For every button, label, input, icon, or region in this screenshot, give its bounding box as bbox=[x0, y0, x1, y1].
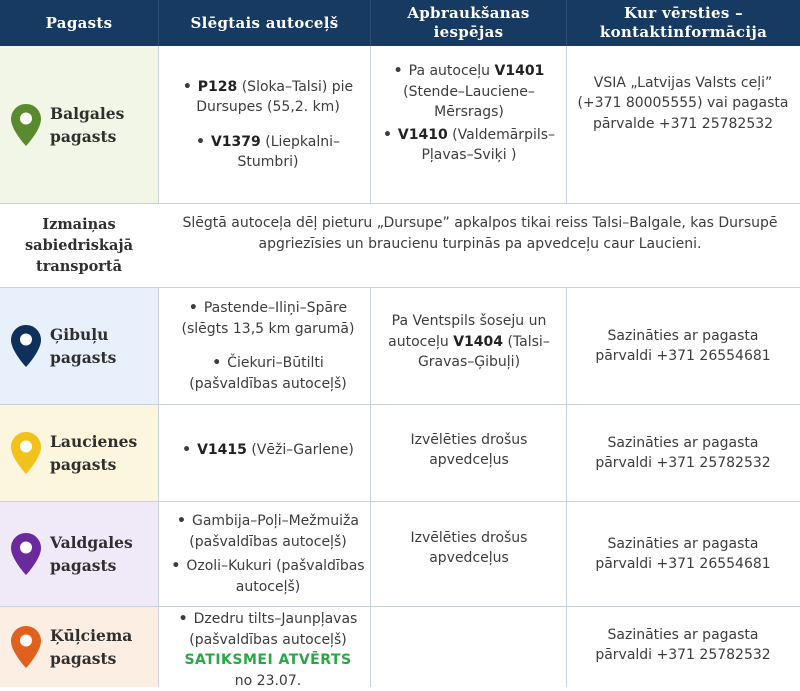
contact-text: VSIA „Latvijas Valsts ceļi” (+371 80005555) vai pagasta pārvalde +371 25782532 bbox=[572, 73, 794, 135]
col-divider bbox=[566, 46, 567, 203]
location-pin-icon bbox=[10, 324, 42, 368]
col-divider bbox=[370, 287, 371, 687]
location-pin-icon bbox=[10, 625, 42, 669]
valdgale-contact bbox=[572, 502, 794, 606]
location-pin-icon bbox=[10, 532, 42, 576]
col-divider bbox=[370, 0, 371, 46]
road-open-date: no 23.07. bbox=[235, 671, 301, 691]
lauciene-contact bbox=[572, 405, 794, 501]
list-item: • V1410 (Valdemārpils–Pļavas–Sviķi ) bbox=[376, 125, 562, 166]
header-col-parish: Pagasts bbox=[0, 0, 158, 46]
parish-valdgale bbox=[0, 502, 158, 606]
lauciene-detour: Izvēlēties drošus apvedceļus bbox=[376, 405, 562, 501]
parish-name: Laucienes pagasts bbox=[50, 430, 158, 476]
location-pin-icon bbox=[10, 103, 42, 147]
list-item: • V1379 (Liepkalni–Stumbri) bbox=[170, 132, 366, 173]
road-open-label: SATIKSMEI ATVĒRTS bbox=[184, 650, 351, 671]
lauciene-closed-roads bbox=[170, 405, 366, 501]
col-divider bbox=[566, 287, 567, 687]
col-divider bbox=[370, 46, 371, 203]
list-item: • V1415 (Vēži–Garlene) bbox=[170, 440, 366, 461]
col-divider bbox=[158, 0, 159, 46]
contact-text: Sazināties ar pagasta pārvaldi +371 26554681 bbox=[572, 534, 794, 575]
kulciems-closed-roads bbox=[166, 607, 370, 689]
balgale-contact bbox=[572, 46, 794, 203]
balgale-detour bbox=[376, 46, 562, 203]
col-divider bbox=[566, 0, 567, 46]
gibuli-contact bbox=[572, 288, 794, 404]
list-item: • P128 (Sloka–Talsi) pie Dursupes (55,2. km) bbox=[170, 77, 366, 118]
transport-changes-text: Slēgtā autoceļa dēļ pieturu „Dursupe” apkalpos tikai reiss Talsi–Balgale, kas Dursupē apgriezīsies un braucienu turpinās pa apvedceļu caur Laucieni. bbox=[180, 213, 780, 255]
parish-name: Ķūļciema pagasts bbox=[50, 624, 158, 670]
valdgale-closed-roads bbox=[166, 502, 370, 606]
list-item: • Čiekuri–Būtilti (pašvaldības autoceļš) bbox=[170, 353, 366, 394]
list-item: • Gambija–Poļi–Mežmuiža (pašvaldības autoceļš) bbox=[166, 511, 370, 552]
parish-balgale bbox=[0, 46, 158, 203]
balgale-closed-roads bbox=[170, 46, 366, 203]
header-col-contact: Kur vērsties – kontaktinformācija bbox=[567, 0, 800, 46]
contact-text: Sazināties ar pagasta pārvaldi +371 25782532 bbox=[572, 433, 794, 474]
header-col-detour: Apbraukšanas iespējas bbox=[371, 0, 566, 46]
gibuli-closed-roads bbox=[170, 288, 366, 404]
parish-name: Balgales pagasts bbox=[50, 102, 158, 148]
kulciems-contact bbox=[572, 607, 794, 687]
col-divider bbox=[158, 287, 159, 687]
list-item: • Pastende–Iliņi–Spāre (slēgts 13,5 km garumā) bbox=[170, 298, 366, 339]
list-item: • Pa autoceļu V1401 (Stende–Lauciene–Mērsrags) bbox=[376, 61, 562, 123]
contact-text: Sazināties ar pagasta pārvaldi +371 26554681 bbox=[572, 326, 794, 367]
location-pin-icon bbox=[10, 431, 42, 475]
parish-kulciems bbox=[0, 607, 158, 687]
valdgale-detour: Izvēlēties drošus apvedceļus bbox=[376, 502, 562, 606]
parish-lauciene bbox=[0, 405, 158, 501]
contact-text: Sazināties ar pagasta pārvaldi +371 25782532 bbox=[572, 625, 794, 666]
header-col-closed-road: Slēgtais autoceļš bbox=[159, 0, 370, 46]
list-item: • Ozoli–Kukuri (pašvaldības autoceļš) bbox=[166, 556, 370, 597]
transport-changes-label: Izmaiņas sabiedriskajā transportā bbox=[0, 204, 158, 287]
parish-name: Valdgales pagasts bbox=[50, 531, 158, 577]
parish-gibuli bbox=[0, 288, 158, 404]
parish-name: Ģibuļu pagasts bbox=[50, 323, 158, 369]
list-item: • Dzedru tilts–Jaunpļavas (pašvaldības autoceļš) bbox=[166, 609, 370, 650]
gibuli-detour: Pa Ventspils šoseju un autoceļu V1404 (Talsi–Gravas–Ģibuļi) bbox=[376, 288, 562, 404]
